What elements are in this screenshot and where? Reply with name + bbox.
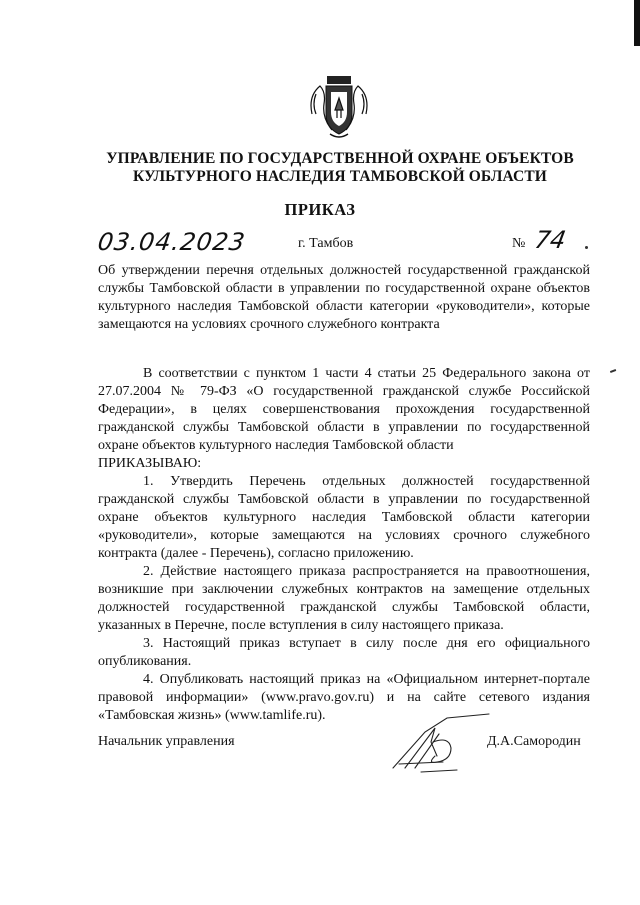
handwritten-signature-icon [385,712,495,774]
preamble-paragraph: В соответствии с пунктом 1 части 4 статьи 25 Федерального закона от 27.07.2004 № 79-ФЗ «О государственной гражданской службе Российской Федерации», в целях совершенствования прохождения государственной гражданской службы Тамбовской области в управлении по государственной охране объектов культурного наследия Тамбовской области [98,366,590,453]
order-item-3: 3. Настоящий приказ вступает в силу после дня его официального опубликования. [98,636,590,669]
signatory-position: Начальник управления [98,734,235,749]
agency-name [80,150,600,186]
number-sign: № [512,236,526,251]
agency-name-line-1: УПРАВЛЕНИЕ ПО ГОСУДАРСТВЕННОЙ ОХРАНЕ ОБЪЕКТОВ [106,150,574,167]
handwritten-date: 03.04.2023 [96,228,248,256]
order-item-2: 2. Действие настоящего приказа распространяется на правоотношения, возникшие при заключении служебных контрактов на замещение отдельных должностей государственной гражданской службы Тамбовской области, указанных в Перечне, после вступления в силу настоящего приказа. [98,564,590,633]
city-label: г. Тамбов [298,236,354,251]
order-body [98,365,590,725]
scan-edge-mark [634,0,640,46]
stray-mark [610,369,616,372]
handwritten-order-number: 74 [532,226,569,254]
order-item-1: 1. Утвердить Перечень отдельных должностей государственной гражданской службы Тамбовской области в управлении по государственной охране объектов культурного наследия Тамбовской области категории «руководители», которые замещаются на условиях срочного служебного контракта (далее - Перечень), согласно приложению. [98,474,590,561]
document-type-title: ПРИКАЗ [284,200,356,219]
decree-word: ПРИКАЗЫВАЮ: [98,456,202,471]
tambov-coat-of-arms-icon [302,74,376,140]
order-subject: Об утверждении перечня отдельных должностей государственной гражданской службы Тамбовской области в управлении по государственной охране объектов культурного наследия Тамбовской области категории «руководители», которые замещаются на условиях срочного служебного контракта [98,263,590,332]
agency-name-line-2: КУЛЬТУРНОГО НАСЛЕДИЯ ТАМБОВСКОЙ ОБЛАСТИ [133,168,547,185]
order-item-4: 4. Опубликовать настоящий приказ на «Официальном интернет-портале правовой информации» (www.pravo.gov.ru) и на сайте сетевого издания «Тамбовская жизнь» (www.tamlife.ru). [98,672,590,723]
stray-dot [585,246,588,249]
signatory-name: Д.А.Самородин [487,734,581,749]
